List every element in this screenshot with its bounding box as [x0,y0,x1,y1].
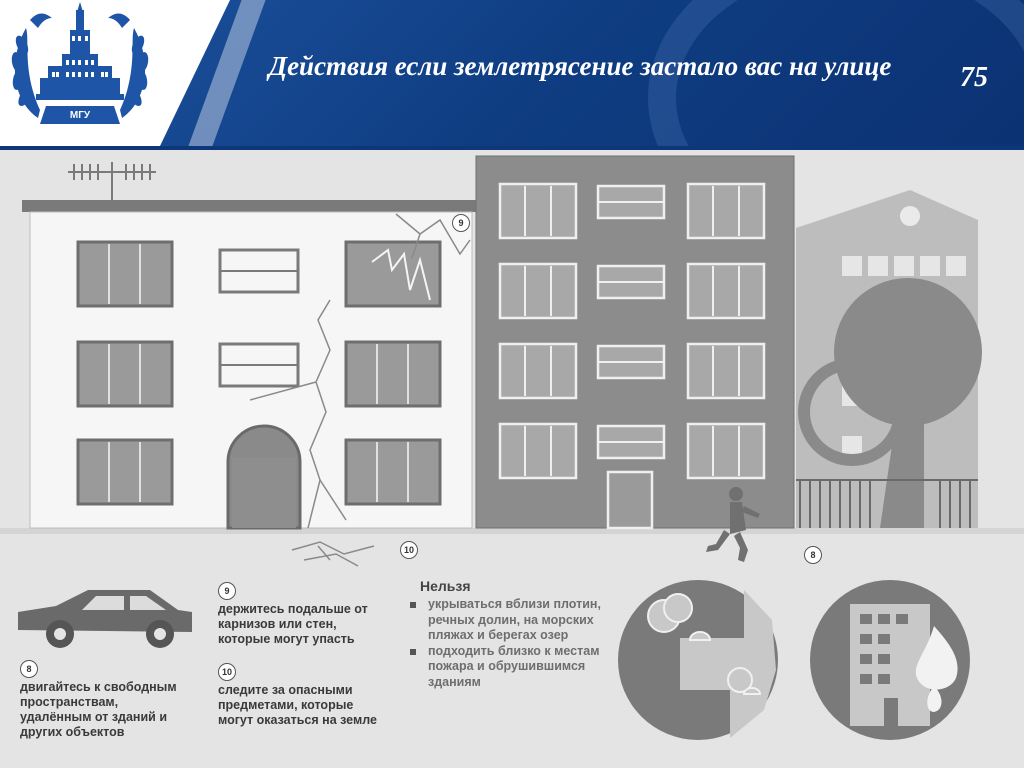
logo-text: МГУ [69,110,91,121]
tip-9-text: держитесь подальше от карнизов или стен, которые могут упасть [218,602,368,646]
forbidden-list [408,597,608,690]
forbidden-item: подходить близко к местам пожара и обрушившимся зданиям [408,644,608,691]
ground-debris [292,542,374,566]
danger-circle-fire [810,580,970,740]
tip-10-text: следите за опасными предметами, которые могут оказаться на земле [218,683,377,727]
tip-10-number: 10 [218,663,236,681]
page-title: Действия если землетрясение застало вас на улице [268,51,892,81]
marker-ground: 10 [400,541,418,559]
tip-8-text: двигайтесь к свободным пространствам, удалённым от зданий и других объектов [20,680,177,739]
msu-crest-icon [0,0,160,146]
antenna-icon [68,162,156,200]
tip-9-number: 9 [218,582,236,600]
msu-logo [0,0,160,146]
page-number: 75 [960,62,988,93]
tip-8-number: 8 [20,660,38,678]
marker-facade: 9 [452,214,470,232]
forbidden-heading: Нельзя [420,578,471,594]
cracked-house [22,162,492,528]
marker-open-space: 8 [804,546,822,564]
danger-circle-water [618,580,778,740]
forbidden-item: укрываться вблизи плотин, речных долин, на морских пляжах и берегах озер [408,597,608,644]
slide-header [0,0,1024,148]
car-icon [18,590,192,648]
dark-building [476,156,794,528]
